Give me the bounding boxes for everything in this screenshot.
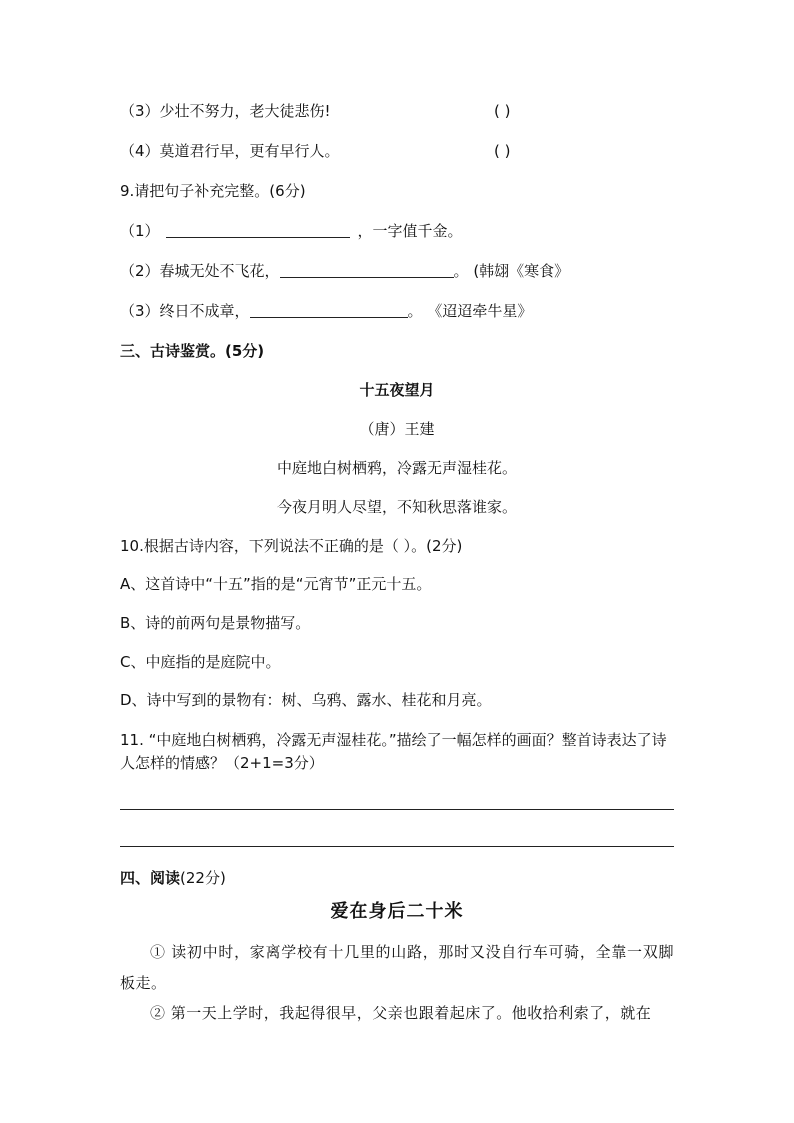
- q9-item-3: [120, 301, 532, 321]
- q11-answer-line-1[interactable]: [120, 809, 674, 810]
- poem-title: 十五夜望月: [359, 381, 435, 399]
- section-4-heading: [120, 868, 226, 888]
- essay-paragraph-2: ② 第一天上学时，我起得很早，父亲也跟着起床了。他收拾利索了，就在: [150, 1004, 652, 1022]
- q8-item-4-answer-parens[interactable]: ( ): [494, 142, 511, 160]
- q9-item-3-blank[interactable]: [250, 301, 408, 318]
- q9-item-1-blank[interactable]: [166, 221, 350, 238]
- q10-stem: 10.根据古诗内容，下列说法不正确的是（ ）。(2分): [120, 537, 463, 555]
- q9-item-2-blank[interactable]: [280, 261, 454, 278]
- q9-item-1: [120, 221, 463, 241]
- q10-option-a[interactable]: A、这首诗中“十五”指的是“元宵节”正元十五。: [120, 575, 432, 593]
- section-4-heading-label: 四、阅读: [120, 869, 181, 887]
- essay-title: 爱在身后二十米: [330, 901, 464, 922]
- section-3-heading: 三、古诗鉴赏。(5分): [120, 342, 265, 360]
- q10-option-b[interactable]: B、诗的前两句是景物描写。: [120, 614, 311, 632]
- q9-item-2-suffix: 。 (韩翃《寒食》: [453, 262, 570, 280]
- q8-item-4: （4）莫道君行早，更有早行人。: [120, 142, 340, 160]
- q8-item-3-answer-parens[interactable]: ( ): [494, 102, 511, 120]
- q11-stem: 11. “中庭地白树栖鸦，冷露无声湿桂花。”描绘了一幅怎样的画面？整首诗表达了诗人怎样的情感？（2+1=3分）: [120, 731, 667, 772]
- q9-item-3-suffix: 。 《迢迢牵牛星》: [407, 302, 533, 320]
- q8-item-3: （3）少壮不努力，老大徒悲伤!: [120, 102, 331, 120]
- q9-item-2-prefix: （2）春城无处不飞花，: [120, 262, 280, 280]
- q9-item-1-prefix: （1）: [120, 222, 160, 240]
- q11-answer-line-2[interactable]: [120, 846, 674, 847]
- q9-item-2: [120, 261, 569, 281]
- q9-item-1-suffix: ，一字值千金。: [357, 222, 463, 240]
- poem-line-1: 中庭地白树栖鸦，冷露无声湿桂花。: [276, 459, 517, 477]
- poem-line-2: 今夜月明人尽望，不知秋思落谁家。: [276, 498, 517, 516]
- q10-option-d[interactable]: D、诗中写到的景物有：树、乌鸦、露水、桂花和月亮。: [120, 691, 492, 709]
- essay-paragraph-1: ① 读初中时，家离学校有十几里的山路，那时又没自行车可骑，全靠一双脚板走。: [120, 943, 674, 992]
- q10-option-c[interactable]: C、中庭指的是庭院中。: [120, 653, 281, 671]
- poem-author: （唐）王建: [359, 420, 435, 438]
- section-4-score: (22分): [180, 869, 226, 887]
- q9-title: 9.请把句子补充完整。(6分): [120, 182, 306, 200]
- q9-item-3-prefix: （3）终日不成章，: [120, 302, 250, 320]
